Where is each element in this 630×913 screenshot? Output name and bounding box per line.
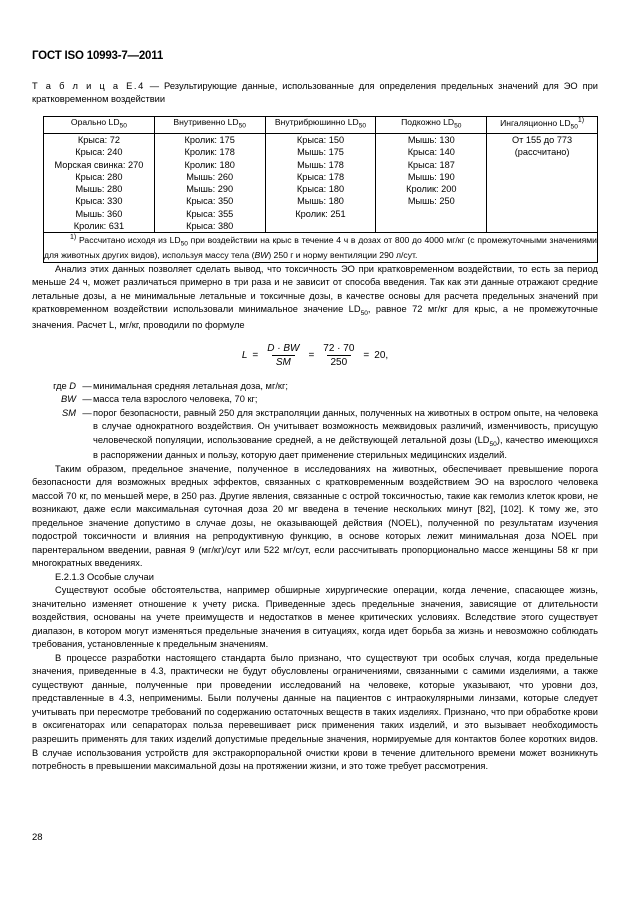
- formula-fraction-symbolic: [263, 343, 303, 368]
- page-content: [32, 80, 598, 774]
- definition-desc-sm: [93, 407, 598, 463]
- formula-equals-2: =: [308, 350, 315, 362]
- table-header-inhalation: Ингаляционно $LD_{50}^{1)}$: [487, 116, 598, 133]
- formula-equals-1: =: [252, 350, 259, 362]
- table-value: Мышь: 360: [75, 208, 123, 219]
- formula-fraction-numeric: [319, 343, 358, 368]
- table-value: Кролик: 175: [184, 134, 235, 145]
- table-value: Мышь: 260: [186, 171, 234, 182]
- definition-dash: —: [82, 394, 92, 405]
- table-value: Крыса: 140: [407, 147, 455, 158]
- table-cell-oral-values: [44, 133, 155, 232]
- subscript-50: 50: [570, 123, 578, 131]
- table-caption-text: — Результирующие данные, использованные для определения предельных значений для ЭО при кратковременном воздействии: [32, 81, 598, 105]
- table-cell-intraperitoneal-values: [265, 133, 376, 232]
- paragraph-thus: Таким образом, предельное значение, полученное в исследованиях на животных, обеспечивает превышение порога безопасности для возможных вредных эффектов, связанных с кратковременным воздействием ЭО на взрослого человека массой 70 кг, по меньшей мере, в 250 раз. Другие явления, связанные с острой токсичностью, такие как гемолиз клеток крови, не возникают, даже если максимальная суточная доза 20 мг введена в течение нескольких минут [82], [102]. К тому же, это предельное значение допустимо в случае дозы, не оказывающей действия (NOEL), полученной по результатам изучения подострой токсичности и влияния на репродуктивную функцию, в основе которых лежит минимальная доза NOEL при парентеральном введении, равная 9 (мг/кг)/сут или 522 мг/сут, если рассчитывать пропорционально массе женщины 58 кг при многократных введениях.: [32, 463, 598, 569]
- formula-expression: [242, 343, 388, 368]
- table-head: [44, 116, 598, 133]
- table-header-intraperitoneal: Внутрибрюшинно $LD_{50}$: [265, 116, 376, 133]
- subscript-50: 50: [238, 122, 246, 130]
- paragraph-analysis: [32, 263, 598, 333]
- table-caption-label: Т а б л и ц а E.4: [32, 81, 145, 91]
- footnote-marker-icon: 1): [70, 234, 77, 242]
- definition-term-bw: BW: [61, 394, 76, 405]
- table-value: (рассчитано): [514, 147, 570, 158]
- definition-desc-sm-a: порог безопасности, равный 250 для экстраполяции данных, полученных на животных в остром опыте, на человека в случае однократного воздействия. Он учитывает возможность межвидовых различий, изменчивость, присущую человеческой популяции, использование средней, а не действующей летальной дозы (LD: [93, 407, 598, 445]
- definition-dash: —: [82, 407, 92, 418]
- definition-desc-sm-b: ), качество имеющихся в распоряжении данных и пользу, которую дает применение стерильных медицинских изделий.: [93, 434, 598, 461]
- formula-numerator-numeric: 72 · 70: [323, 343, 355, 355]
- table-cell-subcutaneous-values: [376, 133, 487, 232]
- table-header-intravenous: Внутривенно $LD_{50}$: [154, 116, 265, 133]
- table-value: Мышь: 250: [407, 196, 455, 207]
- table-value: Мышь: 130: [407, 134, 455, 145]
- table-value: Крыса: 330: [75, 196, 123, 207]
- footnote-part-three: ) 250 г и норму вентиляции 290 л/сут.: [268, 250, 418, 261]
- table-value: Кролик: 180: [184, 159, 235, 170]
- footnote-part-one: Рассчитано исходя из LD: [76, 235, 181, 246]
- footnote-italic-bw: BW: [254, 250, 269, 261]
- definition-term-sm: SM: [62, 407, 76, 418]
- subscript-50: 50: [358, 122, 367, 130]
- formula-definitions-list: [32, 380, 598, 463]
- table-value: Кролик: 251: [295, 208, 346, 219]
- table-value: Крыса: 350: [186, 196, 234, 207]
- page-number: 28: [32, 832, 43, 843]
- definition-row-sm: [32, 407, 598, 463]
- table-value: Мышь: 175: [297, 147, 344, 158]
- subscript-50: 50: [180, 240, 188, 248]
- subscript-50: 50: [489, 440, 497, 448]
- section-heading-special-cases: E.2.1.3 Особые случаи: [55, 571, 154, 582]
- table-footnote: [44, 233, 598, 263]
- table-body: [44, 133, 598, 262]
- footnote-part-two: при воздействии на крыс в течение 4 ч в дозах от 800 до 4000 мг/кг (с промежуточными значениями для животных других видов), используя массу тела (: [44, 235, 597, 261]
- table-value: Крыса: 150: [296, 134, 345, 145]
- definition-term-d: где D: [53, 380, 76, 391]
- table-value: Крыса: 72: [77, 134, 120, 145]
- table-footnote-row: [44, 233, 598, 263]
- ld50-results-table: [43, 116, 598, 263]
- table-row: [44, 133, 598, 232]
- table-value: Крыса: 178: [296, 171, 345, 182]
- formula-result: 20,: [374, 350, 389, 362]
- table-value: Кролик: 178: [184, 147, 235, 158]
- formula-denominator-symbolic: SM: [272, 355, 295, 368]
- table-cell-inhalation-values: [487, 133, 598, 232]
- paragraph-analysis-text-b: , равное 72 мг/кг для крыс, а не промежуточные значения. Расчет L, мг/кг, проводили по формуле: [32, 304, 598, 330]
- definitions-intro: где: [53, 380, 67, 391]
- table-value: От 155 до 773: [512, 134, 573, 145]
- subscript-50: 50: [454, 122, 462, 130]
- paragraph-development: В процессе разработки настоящего стандарта было признано, что существуют три особых случая, когда предельные значения, приведенные в 4.3, практически не будут обусловлены ограничениями, связанными с самими изделиями, а также существуют данные, полученные при проведении исследований на человеке, которые указывают, что уровни доз, представленные в 4.3, неприменимы. Были получены данные на пациентов с интраокулярными линзами, которые следует учитывать при пересмотре требований по содержанию остаточных веществ в таких изделиях. Признано, что при обработке крови в оксигенаторах или сепараторах польза перевешивает риск применения таких изделий, и это вызывает необходимость разрешить применять для таких изделий допустимые предельные значения, нормируемые для контактов более коротких видов. В случае использования устройств для экстракорпоральной очистки крови в течение длительного времени может возникнуть потребность в превышении максимальной дозы на протяжении жизни, и это тоже требует рассмотрения.: [32, 652, 598, 772]
- table-value: Мышь: 180: [297, 196, 344, 207]
- table-value: Крыса: 240: [75, 147, 123, 158]
- table-header-oral: Орально $LD_{50}$: [44, 116, 155, 133]
- paragraph-special-cases: Существуют особые обстоятельства, например обширные хирургические операции, когда лечение, спасающее жизнь, значительно изменяет отношение к учету риска. Приведенные здесь предельные значения, зависящие от длительности воздействия, основаны на учете преимуществ и недостатков в менее критических условиях. Вследствие этого существует диапазон, в котором могут изменяться предельные значения в ситуациях, когда идет борьба за жизнь и невозможно соблюдать требования, установленные к предельным значениям.: [32, 585, 598, 650]
- table-value: Крыса: 187: [407, 159, 455, 170]
- table-value: Мышь: 280: [75, 184, 123, 195]
- definition-desc-bw: масса тела взрослого человека, 70 кг;: [93, 394, 258, 405]
- table-header-subcutaneous: Подкожно $LD_{50}$: [376, 116, 487, 133]
- definition-row-bw: [32, 393, 598, 407]
- table-value: Крыса: 380: [186, 220, 234, 231]
- table-value: Кролик: 200: [406, 184, 457, 195]
- subscript-50: 50: [119, 122, 127, 130]
- table-value: Мышь: 190: [407, 171, 455, 182]
- definition-desc-d: минимальная средняя летальная доза, мг/кг;: [93, 380, 288, 391]
- table-cell-intravenous-values: [154, 133, 265, 232]
- definition-dash: —: [82, 380, 92, 391]
- document-header-standard-number: ГОСТ ISO 10993-7—2011: [32, 50, 164, 62]
- table-value: Крыса: 355: [186, 208, 234, 219]
- table-value: Кролик: 631: [73, 220, 125, 231]
- table-value: Мышь: 178: [297, 159, 344, 170]
- formula-equals-3: =: [363, 350, 370, 362]
- table-value: Морская свинка: 270: [54, 159, 144, 170]
- table-value: Крыса: 280: [75, 171, 123, 182]
- table-value: Крыса: 180: [296, 184, 345, 195]
- definition-row-d: [32, 380, 598, 394]
- formula-lhs: L: [241, 350, 248, 362]
- subscript-50: 50: [360, 310, 368, 318]
- footnote-marker-icon: 1): [577, 116, 585, 124]
- table-value: Мышь: 290: [186, 184, 234, 195]
- formula-numerator-symbolic: D · BW: [267, 343, 300, 355]
- paragraph-analysis-text-a: Анализ этих данных позволяет сделать вывод, что токсичность ЭО при кратковременном воздействии, то есть за период меньше 24 ч, может различаться примерно в три раза и не зависит от способа введения. Так как эти данные отражают средние летальные дозы, а не минимальные летальные и токсичные дозы, в качестве основы для расчета предельных значений при кратковременном воздействии использовали минимальное значение LD: [32, 263, 598, 315]
- formula-limit-value: [32, 343, 598, 368]
- table-header-row: [44, 116, 598, 133]
- table-caption: [32, 80, 598, 107]
- formula-denominator-numeric: 250: [327, 355, 352, 368]
